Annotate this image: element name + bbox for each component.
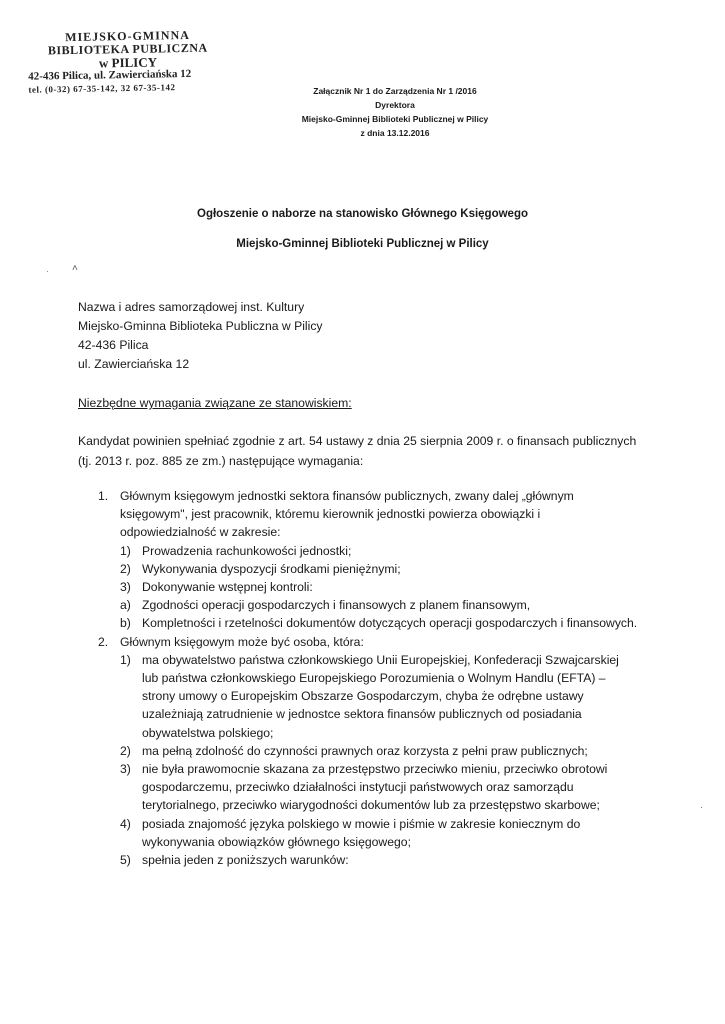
stamp-line: MIEJSKO-GMINNA [65,27,190,45]
scan-speck: · [46,266,49,276]
list-subitem [78,815,638,851]
item-text: ma obywatelstwo państwa członkowskiego Unii Europejskiej, Konfederacji Szwajcarskiej lub państwa członkowskiego Europejskiego Porozumienia o Wolnym Handlu (EFTA) – strony umowy o Europejskim Obszarze Gospodarczym, chyba że odrębne ustawy uzależniają zatrudnienie w jednostce sektora finansów publicznych od posiadania obywatelstwa polskiego; [142,652,619,740]
address-line: Nazwa i adres samorządowej inst. Kultury [78,300,305,314]
list-item [78,633,638,651]
item-text: Głównym księgowym jednostki sektora finansów publicznych, zwany dalej „głównym księgowym", jest pracownik, któremu kierownik jednostki powierza obowiązki i odpowiedzialność w zakresie: [120,489,574,540]
item-number: 5) [120,853,131,868]
address-line: Miejsko-Gminna Biblioteka Publiczna w Pilicy [78,319,323,333]
requirements-list [78,487,638,869]
institution-address [78,298,323,374]
item-text: Dokonywanie wstępnej kontroli: [142,580,313,595]
list-subitem [78,760,638,815]
list-subitem [78,614,638,632]
address-line: 42-436 Pilica [78,338,149,352]
stamp-line: 42-436 Pilica, ul. Zawierciańska 12 [28,67,192,83]
list-subitem [78,542,638,560]
list-subitem [78,742,638,760]
list-subitem [78,560,638,578]
scan-speck: · [700,802,703,812]
stamp-line: w PILICY [98,54,158,71]
annex-header [270,84,520,140]
list-subitem [78,596,638,614]
item-number: 2) [120,743,131,758]
item-text: posiada znajomość języka polskiego w mowie i piśmie w zakresie koniecznym do wykonywania obowiązków głównego księgowego; [142,816,581,849]
item-number: 3) [120,580,131,595]
item-text: Prowadzenia rachunkowości jednostki; [142,543,352,558]
scan-speck: ˄ [72,263,78,274]
item-number: a) [120,598,131,613]
item-text: nie była prawomocnie skazana za przestępstwo przeciwko mieniu, przeciwko obrotowi gospodarczemu, przeciwko działalności instytucji państwowych oraz samorządu terytorialnego, przeciwko wiarygodności dokumentów lub za przestępstwo skarbowe; [142,762,608,813]
stamp-line: BIBLIOTEKA PUBLICZNA [47,40,208,58]
requirements-heading: Niezbędne wymagania związane ze stanowiskiem: [78,396,352,410]
list-subitem [78,851,638,869]
item-text: ma pełną zdolność do czynności prawnych oraz korzysta z pełni praw publicznych; [142,743,588,758]
item-text: spełnia jeden z poniższych warunków: [142,853,349,868]
item-number: 2. [98,634,109,649]
list-item [78,487,638,542]
item-text: Kompletności i rzetelności dokumentów dotyczących operacji gospodarczych i finansowych. [142,616,638,631]
list-subitem [78,578,638,596]
item-text: Zgodności operacji gospodarczych i finansowych z planem finansowym, [142,598,531,613]
item-number: 3) [120,762,131,777]
annex-line: Miejsko-Gminnej Biblioteki Publicznej w Pilicy [301,114,489,124]
item-text: Wykonywania dyspozycji środkami pieniężnymi; [142,561,401,576]
address-line: ul. Zawierciańska 12 [78,357,190,371]
annex-line: z dnia 13.12.2016 [360,128,430,138]
item-number: 1) [120,652,131,667]
annex-line: Dyrektora [375,100,415,110]
intro-paragraph: Kandydat powinien spełniać zgodnie z art. 54 ustawy z dnia 25 sierpnia 2009 r. o finansach publicznych (tj. 2013 r. poz. 885 ze zm.) następujące wymagania: [78,434,637,468]
item-text: Głównym księgowym może być osoba, która: [120,634,364,649]
stamp-line: tel. (0-32) 67-35-142, 32 67-35-142 [28,82,176,95]
item-number: 1) [120,543,131,558]
library-stamp [27,28,228,96]
item-number: b) [120,616,131,631]
item-number: 1. [98,489,109,503]
item-number: 4) [120,816,131,831]
item-number: 2) [120,561,131,576]
annex-line: Załącznik Nr 1 do Zarządzenia Nr 1 /2016 [313,86,477,96]
document-subtitle: Miejsko-Gminnej Biblioteki Publicznej w Pilicy [236,238,489,250]
document-title: Ogłoszenie o naborze na stanowisko Głównego Księgowego [197,208,528,220]
list-subitem [78,651,638,742]
